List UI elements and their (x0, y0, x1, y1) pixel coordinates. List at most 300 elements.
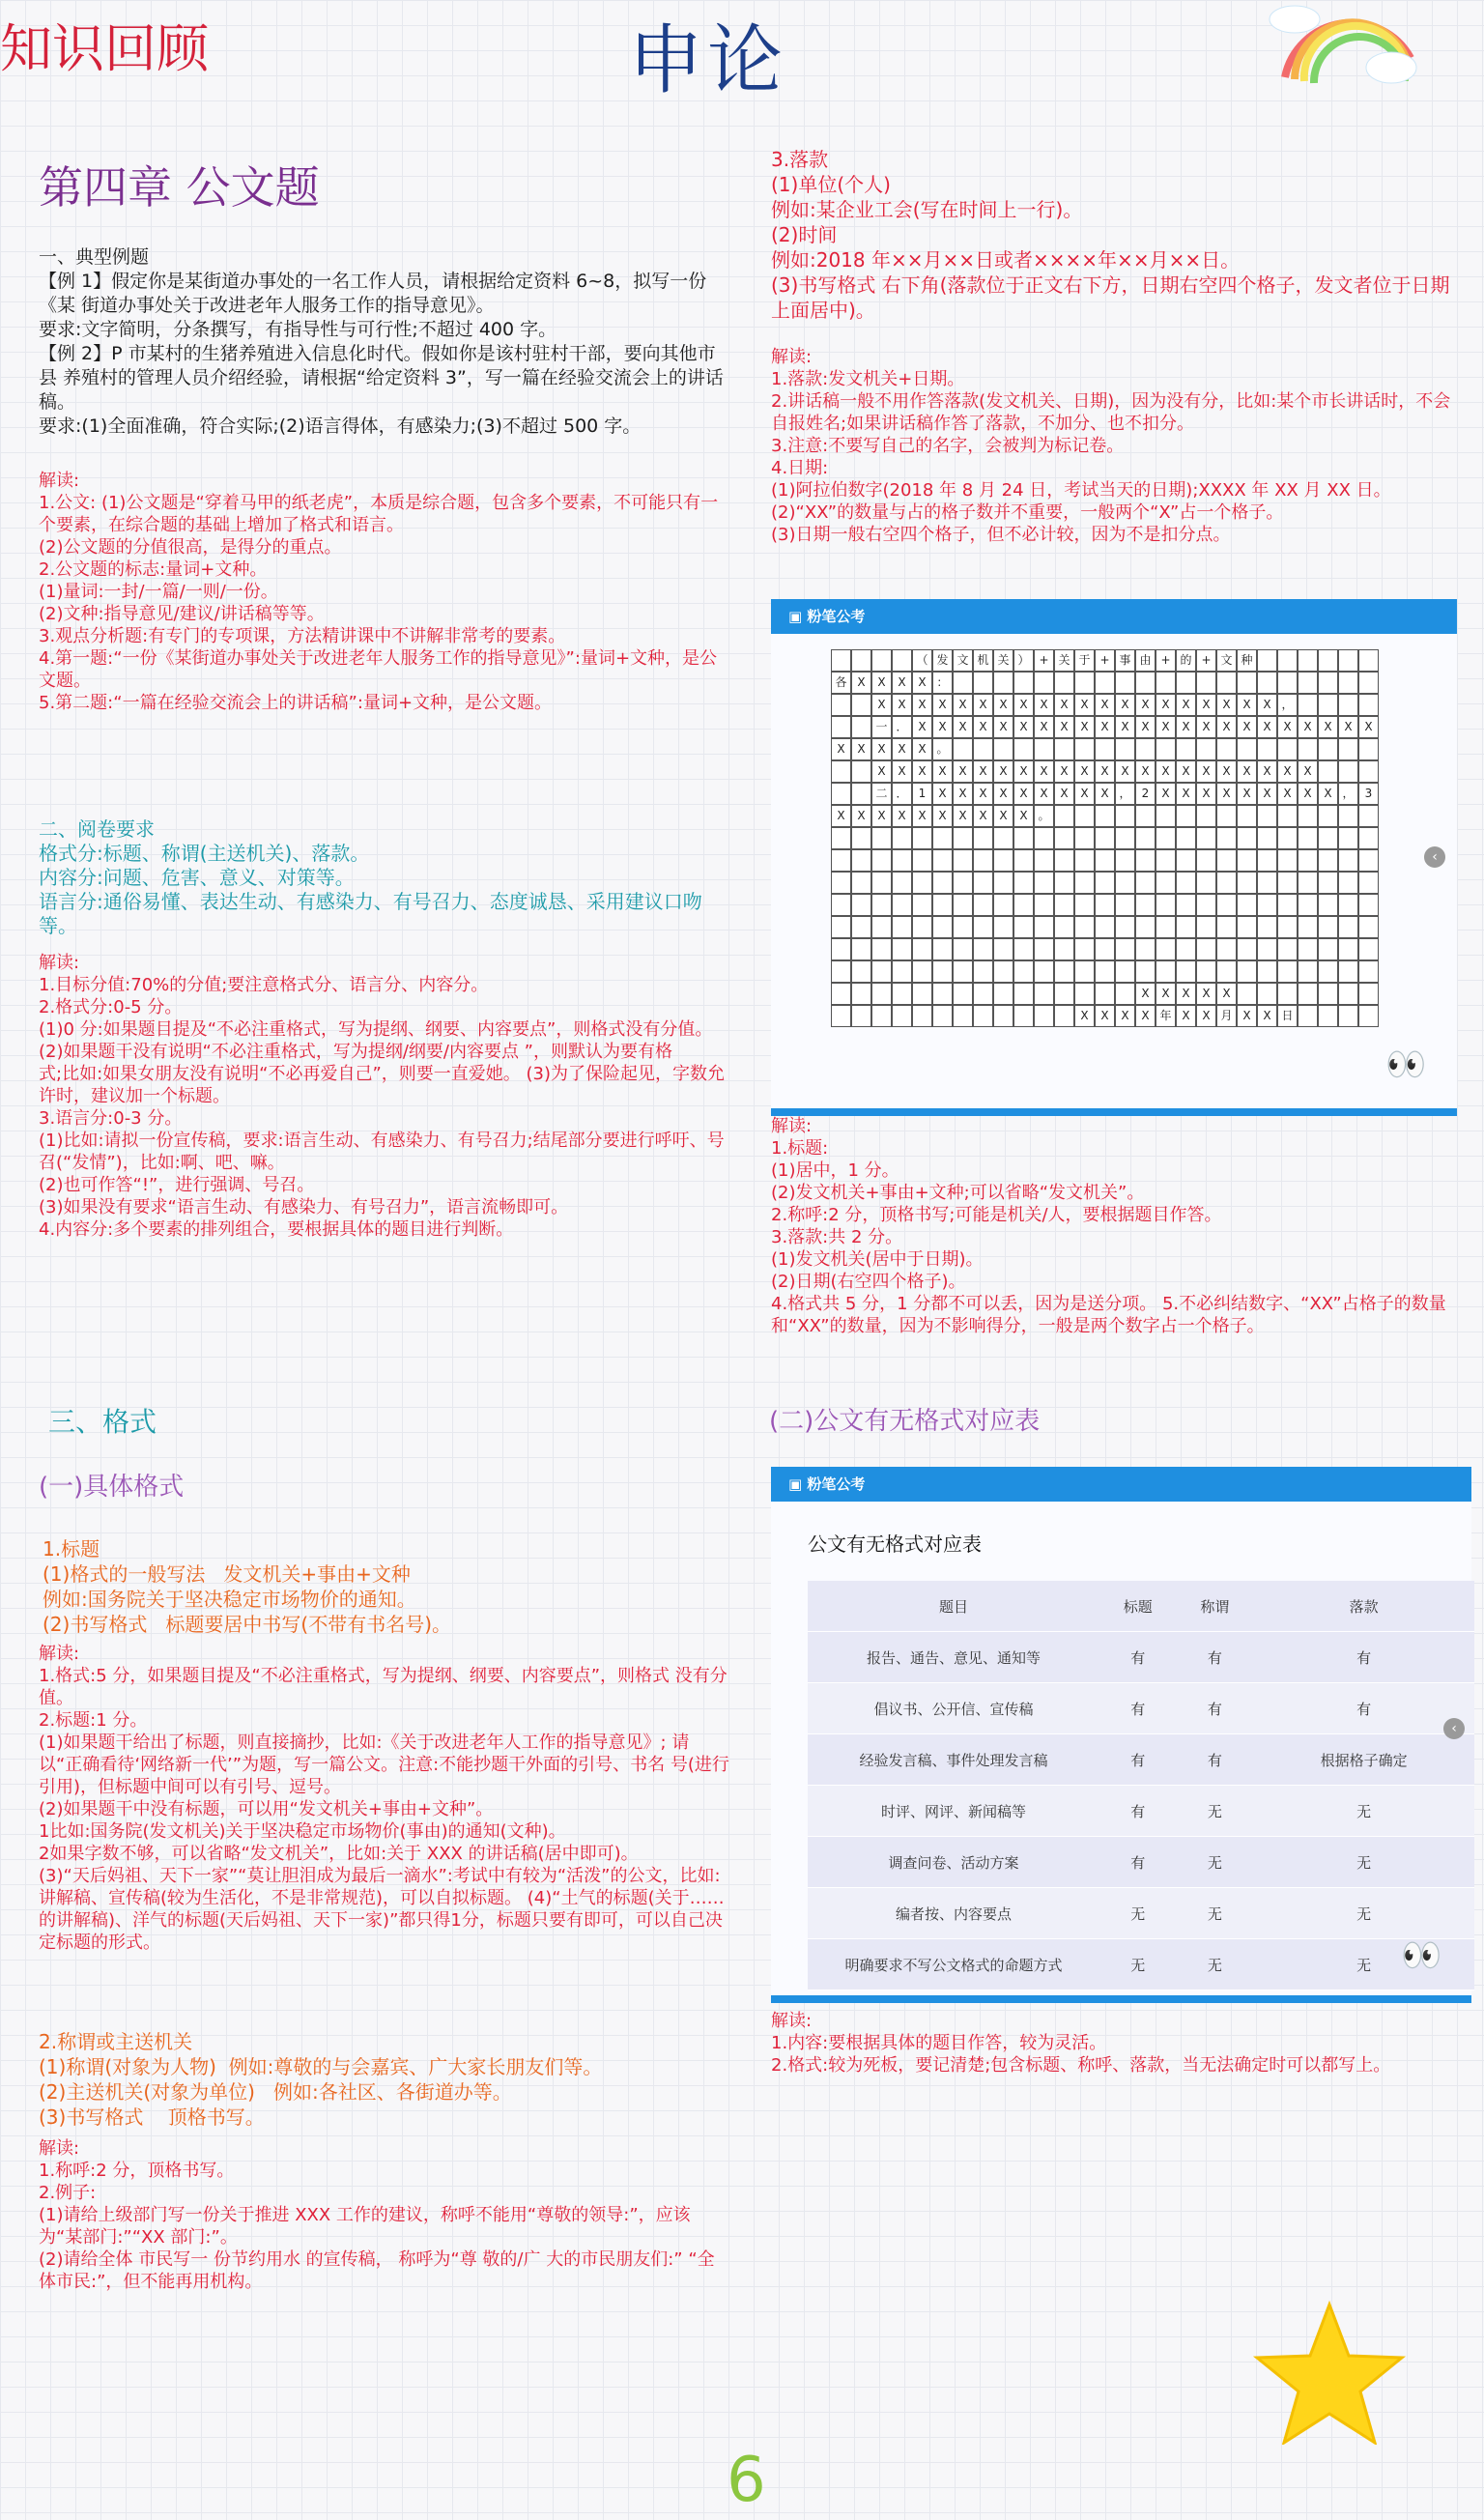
grid-cell (1318, 672, 1338, 694)
grid-cell (1338, 916, 1358, 938)
grid-cell (1257, 672, 1277, 694)
grid-cell (1054, 849, 1074, 872)
grid-cell: X (1216, 783, 1237, 805)
typical-examples: 一、典型例题 【例 1】假定你是某街道办事处的一名工作人员，请根据给定资料 6~8，拟写一份《某 街道办事处关于改进老年人服务工作的指导意见》。 要求:文字简明，分条撰写，有指导性与可行性;不超过 400 字。 【例 2】P 市某村的生猪养殖进入信息化时代。假如你是该村驻村干部，要向其他市县 养殖村的管理人员介绍经验，请根据“给定资料 3”，写一篇在经验交流会上的讲话稿。 要求:(1)全面准确，符合实际;(2)语言得体，有感染力;(3)不超过 500 字。 (39, 246, 724, 437)
grid-cell (1034, 1005, 1054, 1027)
grid-cell (1135, 672, 1156, 694)
grid-cell (1034, 983, 1054, 1005)
grid-cell: X (1156, 783, 1176, 805)
grid-cell (953, 872, 973, 894)
grid-cell (1358, 827, 1379, 849)
grid-cell (1277, 805, 1298, 827)
analysis-block-2: 解读: 1.目标分值:70%的分值;要注意格式分、语言分、内容分。 2.格式分:0-5 分。 (1)0 分:如果题目提及“不必注重格式，写为提纲、纲要、内容要点”，则格式没有分值。 (2)如果题干没有说明“不必注重格式，写为提纲/纲要/内容要点 ”，则默认为要有格 式;比如:如果女朋友没有说明“不必再爱自己”，则要一直爱她。 (3)为了保险起见，字数允许时，建议加一个标题。 3.语言分:0-3 分。 (1)比如:请拟一份宣传稿，要求:语言生动、有感染力、有号召力;结尾部分要进行呼吁、号召(“发情”)，比如:啊、吧、嘛。 (2)也可作答“!”，进行强调、号召。 (3)如果没有要求“语言生动、有感染力、有号召力”，语言流畅即可。 4.内容分:多个要素的排列组合，要根据具体的题目进行判断。 (39, 953, 725, 1240)
grid-cell (1338, 849, 1358, 872)
section-format-title: 三、格式 (48, 1406, 157, 1438)
grid-cell (1013, 916, 1034, 938)
grid-cell: X (1196, 716, 1216, 738)
table-cell: 无 (1099, 1939, 1177, 1990)
grid-cell (1298, 649, 1318, 672)
grid-cell (892, 960, 912, 983)
grid-cell: X (993, 805, 1013, 827)
grid-cell (1013, 872, 1034, 894)
grid-cell: X (953, 694, 973, 716)
grid-cell (1013, 894, 1034, 916)
grid-cell (1338, 649, 1358, 672)
grid-cell (973, 916, 993, 938)
grid-cell (1013, 738, 1034, 760)
grid-cell (1257, 849, 1277, 872)
grid-cell (932, 1005, 953, 1027)
grid-cell (1277, 649, 1298, 672)
grid-cell (1095, 960, 1115, 983)
grid-cell (1318, 872, 1338, 894)
grid-cell: 各 (831, 672, 851, 694)
grid-cell (1054, 872, 1074, 894)
grid-cell (1176, 894, 1196, 916)
grid-cell: X (1074, 760, 1095, 783)
grid-cell (1338, 960, 1358, 983)
grid-cell (1277, 827, 1298, 849)
brand-bar (771, 599, 1457, 634)
grid-cell: X (1054, 716, 1074, 738)
mascot-icon: 👀 (1385, 1045, 1427, 1084)
grid-cell (1298, 938, 1318, 960)
grid-cell: X (973, 716, 993, 738)
grid-cell: + (1095, 649, 1115, 672)
grid-cell: 种 (1237, 649, 1257, 672)
grid-cell (912, 938, 932, 960)
table-cell: 编者按、内容要点 (808, 1888, 1099, 1939)
table-row (808, 1683, 1474, 1734)
grid-cell (892, 938, 912, 960)
grid-cell (851, 894, 871, 916)
grid-cell: X (871, 805, 892, 827)
grid-cell: X (1013, 694, 1034, 716)
grid-cell (1358, 916, 1379, 938)
grid-cell (1298, 805, 1318, 827)
grid-cell: 事 (1115, 649, 1135, 672)
grid-cell: X (1338, 716, 1358, 738)
grid-cell: X (1257, 783, 1277, 805)
grid-cell (851, 649, 871, 672)
grid-cell (1298, 1005, 1318, 1027)
grid-cell: X (892, 738, 912, 760)
grid-cell (1277, 738, 1298, 760)
grid-cell (1034, 960, 1054, 983)
grid-cell: X (1176, 983, 1196, 1005)
grid-cell (1277, 938, 1298, 960)
grid-cell (1196, 849, 1216, 872)
grid-cell: X (1135, 1005, 1156, 1027)
grid-cell (1095, 938, 1115, 960)
chapter-title: 第四章 公文题 (39, 161, 320, 214)
grid-cell (1095, 672, 1115, 694)
grid-cell (831, 783, 851, 805)
grid-cell (1034, 938, 1054, 960)
grid-cell (1054, 894, 1074, 916)
grid-cell (1115, 805, 1135, 827)
grid-cell: X (1034, 694, 1054, 716)
grid-cell (1074, 827, 1095, 849)
grid-cell (1338, 938, 1358, 960)
table-cell: 经验发言稿、事件处理发言稿 (808, 1734, 1099, 1786)
table-cell: 无 (1253, 1939, 1474, 1990)
grid-cell (1216, 827, 1237, 849)
grid-cell: X (1074, 783, 1095, 805)
grid-cell: X (1176, 716, 1196, 738)
grid-cell (1318, 894, 1338, 916)
grid-cell: 年 (1156, 1005, 1176, 1027)
table-row (808, 1786, 1474, 1837)
grid-cell (892, 894, 912, 916)
grid-cell (1237, 983, 1257, 1005)
grid-cell (892, 849, 912, 872)
grid-cell (851, 716, 871, 738)
table-header-row (808, 1581, 1474, 1632)
grid-cell: 一 (871, 716, 892, 738)
grid-cell (973, 849, 993, 872)
grid-cell (851, 916, 871, 938)
grid-cell (1277, 872, 1298, 894)
table-cell: 有 (1099, 1786, 1177, 1837)
grid-cell: X (1034, 760, 1054, 783)
grid-cell (1358, 760, 1379, 783)
grid-cell (1074, 872, 1095, 894)
grid-cell: X (1095, 1005, 1115, 1027)
grid-cell (953, 983, 973, 1005)
grid-cell (1257, 960, 1277, 983)
grid-cell (1358, 1005, 1379, 1027)
table-cell: 根据格子确定 (1253, 1734, 1474, 1786)
grid-cell (1176, 960, 1196, 983)
grid-cell (1358, 694, 1379, 716)
grid-cell (1216, 916, 1237, 938)
grid-cell: X (871, 672, 892, 694)
brand-bar-2 (771, 1467, 1471, 1502)
grid-cell (831, 694, 851, 716)
table-cell: 有 (1099, 1837, 1177, 1888)
table-title: 公文有无格式对应表 (808, 1532, 982, 1556)
table-cell: 倡议书、公开信、宣传稿 (808, 1683, 1099, 1734)
grid-cell: 1 (912, 783, 932, 805)
grid-cell: X (953, 805, 973, 827)
grid-cell (1115, 872, 1135, 894)
grid-cell (1115, 672, 1135, 694)
grid-cell (1338, 805, 1358, 827)
grid-cell: X (1135, 760, 1156, 783)
grid-cell: X (1115, 716, 1135, 738)
grid-cell (1095, 849, 1115, 872)
grid-cell (993, 938, 1013, 960)
grid-cell (1156, 960, 1176, 983)
grid-cell (1318, 738, 1338, 760)
grid-cell: X (1135, 694, 1156, 716)
grid-cell (1074, 894, 1095, 916)
grid-cell (1358, 938, 1379, 960)
grid-cell (953, 938, 973, 960)
table-row (808, 1734, 1474, 1786)
grid-cell (1135, 827, 1156, 849)
grid-cell (912, 1005, 932, 1027)
grid-cell (932, 983, 953, 1005)
grid-cell (1034, 672, 1054, 694)
table-cell: 无 (1253, 1888, 1474, 1939)
grid-cell (1277, 916, 1298, 938)
grid-cell (932, 872, 953, 894)
grid-cell: X (871, 760, 892, 783)
grid-cell (1257, 872, 1277, 894)
table-header-cell: 落款 (1253, 1581, 1474, 1632)
grid-cell (1156, 938, 1176, 960)
grid-cell (851, 783, 871, 805)
grid-cell (1216, 938, 1237, 960)
grid-cell (1115, 983, 1135, 1005)
grid-cell: X (1216, 694, 1237, 716)
grid-cell: X (953, 760, 973, 783)
grid-cell (932, 849, 953, 872)
grid-cell: X (1013, 805, 1034, 827)
table-cell: 有 (1253, 1683, 1474, 1734)
grid-cell (953, 894, 973, 916)
grid-cell (1054, 916, 1074, 938)
grid-cell (1135, 938, 1156, 960)
grid-cell (1095, 827, 1115, 849)
brand-logo-icon-2: ▣ (788, 1475, 808, 1493)
grid-cell: X (1013, 760, 1034, 783)
grid-cell (912, 960, 932, 983)
grid-cell (1074, 849, 1095, 872)
table-cell: 有 (1099, 1683, 1177, 1734)
grid-cell: 二 (871, 783, 892, 805)
grid-cell (1176, 672, 1196, 694)
grid-cell (1338, 694, 1358, 716)
grid-cell (1338, 894, 1358, 916)
carousel-next-button[interactable]: ‹ (1424, 846, 1445, 868)
grid-cell (1095, 916, 1115, 938)
grid-cell (1318, 827, 1338, 849)
grid-cell (831, 1005, 851, 1027)
grid-cell (851, 983, 871, 1005)
grid-cell (1338, 983, 1358, 1005)
grid-cell (1318, 983, 1338, 1005)
grid-cell (1034, 738, 1054, 760)
grid-cell (912, 983, 932, 1005)
grid-cell: X (1257, 716, 1277, 738)
grid-cell (1115, 849, 1135, 872)
grid-cell: X (1074, 716, 1095, 738)
grid-cell: X (953, 716, 973, 738)
grid-cell (1216, 849, 1237, 872)
table-cell: 无 (1177, 1888, 1254, 1939)
grid-cell (1156, 805, 1176, 827)
table-cell: 无 (1253, 1837, 1474, 1888)
grid-cell: X (973, 694, 993, 716)
grid-cell (1257, 916, 1277, 938)
grid-cell (1196, 827, 1216, 849)
grid-cell (1318, 960, 1338, 983)
grid-cell (1074, 916, 1095, 938)
grid-cell: X (1095, 694, 1115, 716)
grid-cell (1054, 983, 1074, 1005)
grid-cell (1074, 805, 1095, 827)
grid-cell (973, 983, 993, 1005)
grid-cell (1176, 938, 1196, 960)
grid-cell: X (1237, 783, 1257, 805)
grid-cell (1074, 960, 1095, 983)
brand-logo-icon: ▣ (788, 608, 808, 625)
grid-cell: X (871, 738, 892, 760)
grid-cell (1298, 694, 1318, 716)
grid-cell: X (1176, 1005, 1196, 1027)
grid-cell: 2 (1135, 783, 1156, 805)
analysis-block-4: 解读: 1.称呼:2 分，顶格书写。 2.例子: (1)请给上级部门写一份关于推进 XXX 工作的建议，称呼不能用“尊敬的领导:”，应该为“某部门:”“XX 部门:”。 (2)请给全体 市民写一 份节约用水 的宣传稿， 称呼为“尊 敬的/广 大的市民朋友们:” “全体市民:”，但不能再用机构。 (39, 2138, 715, 2292)
grid-cell: 由 (1135, 649, 1156, 672)
grid-cell: X (973, 760, 993, 783)
grid-cell (1176, 827, 1196, 849)
grid-cell (1156, 827, 1176, 849)
table-cell: 调查问卷、活动方案 (808, 1837, 1099, 1888)
grid-cell (831, 716, 851, 738)
grid-cell (912, 827, 932, 849)
grid-cell: X (851, 738, 871, 760)
grid-cell: X (932, 783, 953, 805)
header-review-title: 知识回顾 (0, 18, 209, 79)
grid-cell: 。 (932, 738, 953, 760)
grid-cell (1013, 983, 1034, 1005)
grid-cell: ． (892, 783, 912, 805)
grid-cell (1013, 827, 1034, 849)
grid-cell (1176, 916, 1196, 938)
grid-cell (1237, 738, 1257, 760)
grid-cell: X (1257, 1005, 1277, 1027)
grid-cell (871, 916, 892, 938)
grid-cell (1318, 938, 1338, 960)
grid-cell (1054, 738, 1074, 760)
grid-cell (851, 938, 871, 960)
grid-cell: X (1115, 694, 1135, 716)
grid-cell (831, 849, 851, 872)
grid-cell: X (1216, 983, 1237, 1005)
grid-cell: ， (1277, 694, 1298, 716)
grid-cell (1054, 960, 1074, 983)
grid-cell (892, 1005, 912, 1027)
format-table (808, 1581, 1474, 1990)
grid-cell: X (1176, 783, 1196, 805)
grid-cell (1318, 649, 1338, 672)
grid-cell (1318, 805, 1338, 827)
grid-cell: 于 (1074, 649, 1095, 672)
grid-cell: + (1196, 649, 1216, 672)
grid-cell (1318, 916, 1338, 938)
grid-cell (1034, 872, 1054, 894)
table-cell: 时评、网评、新闻稿等 (808, 1786, 1099, 1837)
grid-cell (1135, 872, 1156, 894)
grid-cell (851, 694, 871, 716)
grid-cell (1196, 805, 1216, 827)
table-cell: 无 (1253, 1786, 1474, 1837)
grid-cell: X (1318, 783, 1338, 805)
grid-cell (1358, 649, 1379, 672)
grid-cell: ． (892, 716, 912, 738)
grid-cell (1216, 738, 1237, 760)
grid-cell (892, 649, 912, 672)
grid-cell (831, 983, 851, 1005)
grid-cell (1115, 894, 1135, 916)
grid-cell (1013, 960, 1034, 983)
grid-cell (1034, 827, 1054, 849)
grid-cell (1257, 983, 1277, 1005)
grid-cell (912, 872, 932, 894)
star-icon (1252, 2300, 1407, 2445)
grid-cell (973, 1005, 993, 1027)
grid-cell: 月 (1216, 1005, 1237, 1027)
grid-cell: X (892, 805, 912, 827)
grid-cell (1054, 1005, 1074, 1027)
grid-cell: 的 (1176, 649, 1196, 672)
grid-cell (1358, 872, 1379, 894)
grid-cell (1298, 916, 1318, 938)
grid-cell (993, 894, 1013, 916)
grid-cell: X (1176, 694, 1196, 716)
grid-cell (1216, 960, 1237, 983)
page-number: 6 (727, 2445, 766, 2516)
header-subject-title: 申论 (628, 17, 787, 104)
grid-cell: X (871, 694, 892, 716)
grid-cell: X (1237, 760, 1257, 783)
format-grid-panel (771, 599, 1457, 1116)
grid-cell (871, 960, 892, 983)
grid-cell (1338, 672, 1358, 694)
grid-cell (1013, 1005, 1034, 1027)
grid-cell (871, 649, 892, 672)
grid-cell: X (892, 672, 912, 694)
table-cell: 无 (1177, 1939, 1254, 1990)
grid-cell: X (912, 760, 932, 783)
grid-cell (1135, 738, 1156, 760)
grid-cell: X (1095, 760, 1115, 783)
grid-cell (831, 938, 851, 960)
reading-requirements: 二、阅卷要求 格式分:标题、称谓(主送机关)、落款。 内容分:问题、危害、意义、对策等。 语言分:通俗易懂、表达生动、有感染力、有号召力、态度诚恳、采用建议口吻等。 (39, 817, 702, 937)
analysis-block-6: 解读: 1.标题: (1)居中，1 分。 (2)发文机关+事由+文种;可以省略“发文机关”。 2.称呼:2 分，顶格书写;可能是机关/人，要根据题目作答。 3.落款:共 2 分。 (1)发文机关(居中于日期)。 (2)日期(右空四个格子)。 4.格式共 5 分，1 分都不可以丢，因为是送分项。 5.不必纠结数字、“XX”占格子的数量和“XX”的数量，因为不影响得分，一般是两个数字占一个格子。 (771, 1116, 1446, 1336)
grid-cell: ， (1338, 783, 1358, 805)
grid-cell (1135, 849, 1156, 872)
grid-cell: X (1237, 694, 1257, 716)
grid-cell: X (993, 783, 1013, 805)
grid-cell (892, 983, 912, 1005)
grid-cell (1358, 738, 1379, 760)
grid-cell: X (1257, 760, 1277, 783)
analysis-block-3: 解读: 1.格式:5 分，如果题目提及“不必注重格式，写为提纲、纲要、内容要点”，则格式 没有分值。 2.标题:1 分。 (1)如果题干给出了标题，则直接摘抄，比如:《关于改进老年人工作的指导意见》; 请以“正确看待‘网络新一代’”为题，写一篇公文。注意:不能抄题干外面的引号、书名 号(进行引用)，但标题中间可以有引号、逗号。 (2)如果题干中没有标题，可以用“发文机关+事由+文种”。 1比如:国务院(发文机关)关于坚决稳定市场物价(事由)的通知(文种)。 2如果字数不够，可以省略“发文机关”，比如:关于 XXX 的讲话稿(居中即可)。 (3)“天后妈祖、天下一家”“莫让胆泪成为最后一滴水”:考试中有较为“活泼”的公文，比如:讲解稿、宣传稿(较为生活化，不是非常规范)，可以自拟标题。 (4)“土气的标题(关于……的讲解稿)、洋气的标题(天后妈祖、天下一家)”都只得1分，标题只要有即可，可以自己决定标题的形式。 (39, 1644, 729, 1953)
grid-cell: X (1115, 1005, 1135, 1027)
grid-cell (1237, 672, 1257, 694)
grid-cell: X (912, 672, 932, 694)
grid-cell (1156, 738, 1176, 760)
grid-cell (1176, 805, 1196, 827)
table-row (808, 1888, 1474, 1939)
grid-cell (1115, 738, 1135, 760)
grid-cell (831, 960, 851, 983)
grid-cell: ： (932, 672, 953, 694)
grid-cell (1196, 738, 1216, 760)
grid-cell: 。 (1034, 805, 1054, 827)
table-cell: 报告、通告、意见、通知等 (808, 1632, 1099, 1683)
grid-cell (1298, 960, 1318, 983)
grid-cell (1156, 894, 1176, 916)
carousel-next-button-2[interactable]: ‹ (1443, 1718, 1465, 1739)
grid-cell: 文 (953, 649, 973, 672)
grid-cell: X (1034, 783, 1054, 805)
grid-cell (1358, 849, 1379, 872)
